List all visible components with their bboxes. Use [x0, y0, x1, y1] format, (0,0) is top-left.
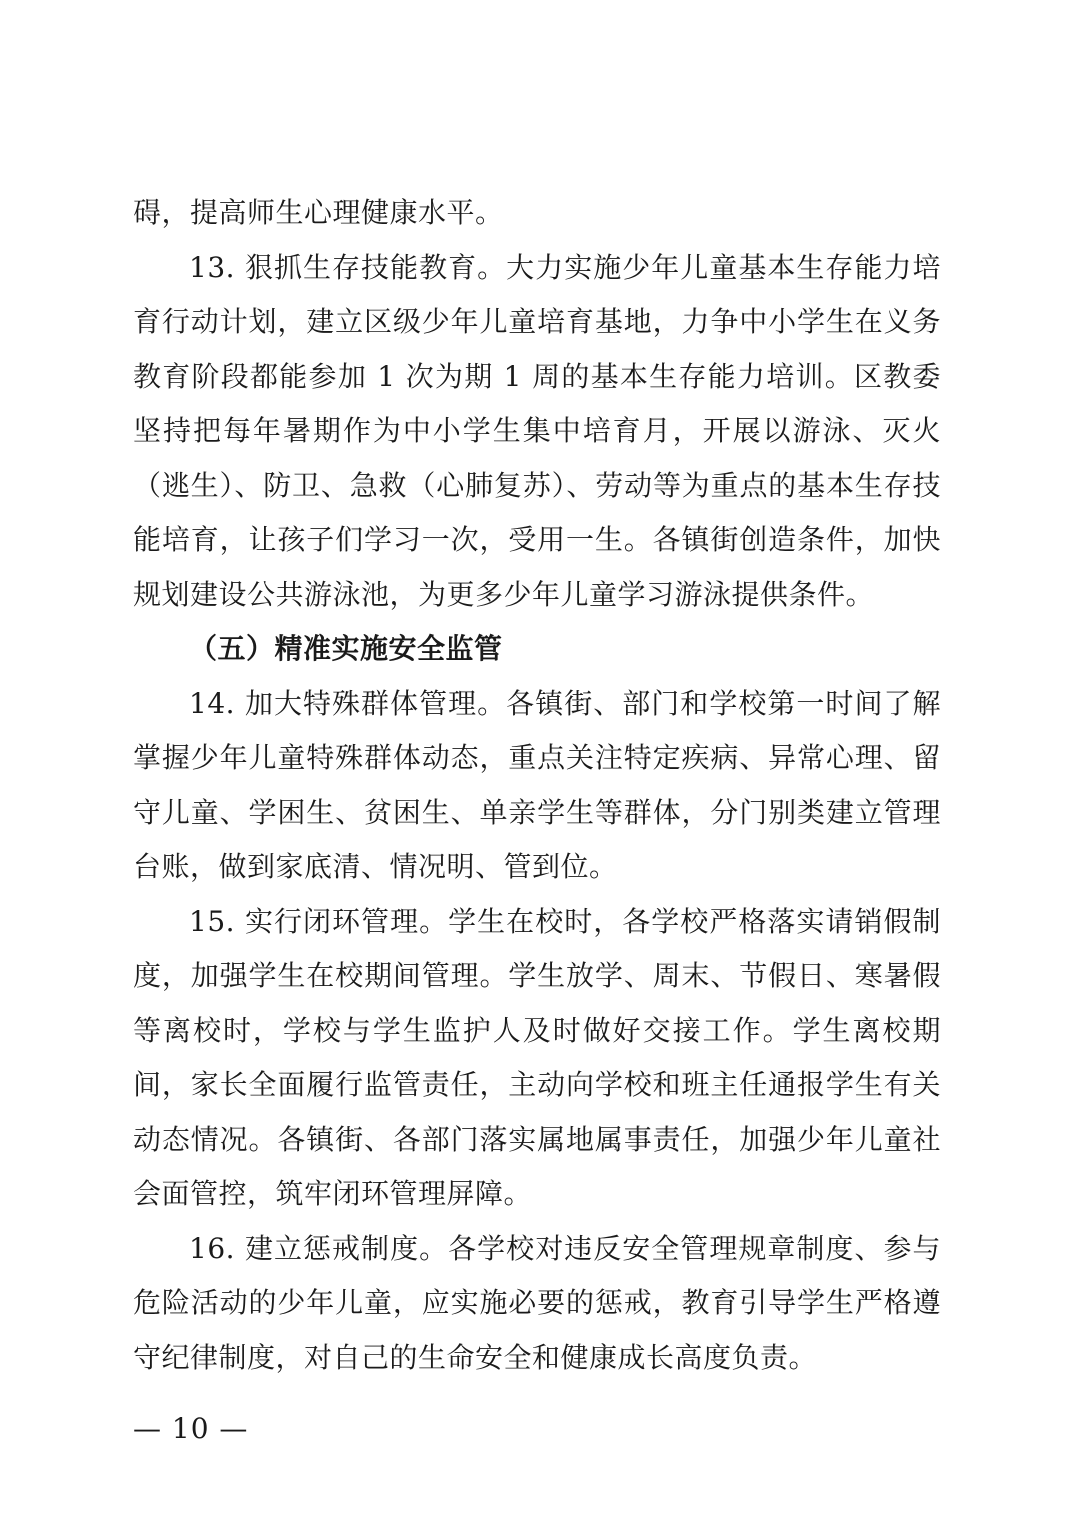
- paragraph-item-16: 16. 建立惩戒制度。各学校对违反安全管理规章制度、参与危险活动的少年儿童，应实施必要的惩戒，教育引导学生严格遵守纪律制度，对自己的生命安全和健康成长高度负责。: [133, 1231, 941, 1374]
- paragraph-item-15: 15. 实行闭环管理。学生在校时，各学校严格落实请销假制度，加强学生在校期间管理。学生放学、周末、节假日、寒暑假等离校时，学校与学生监护人及时做好交接工作。学生离校期间，家长全面履行监管责任，主动向学校和班主任通报学生有关动态情况。各镇街、各部门落实属地属事责任，加强少年儿童社会面管控，筑牢闭环管理屏障。: [133, 904, 941, 1210]
- paragraph-continued: 碍，提高师生心理健康水平。: [133, 196, 504, 229]
- paragraph-item-13: 13. 狠抓生存技能教育。大力实施少年儿童基本生存能力培育行动计划，建立区级少年儿童培育基地，力争中小学生在义务教育阶段都能参加 1 次为期 1 周的基本生存能力培训。区教委坚持把每年暑期作为中小学生集中培育月，开展以游泳、灭火（逃生）、防卫、急救（心肺复苏）、劳动等为重点的基本生存技能培育，让孩子们学习一次，受用一生。各镇街创造条件，加快规划建设公共游泳池，为更多少年儿童学习游泳提供条件。: [133, 250, 941, 611]
- document-body: [133, 186, 941, 1385]
- paragraph-item-14: 14. 加大特殊群体管理。各镇街、部门和学校第一时间了解掌握少年儿童特殊群体动态，重点关注特定疾病、异常心理、留守儿童、学困生、贫困生、单亲学生等群体，分门别类建立管理台账，做到家底清、情况明、管到位。: [133, 686, 941, 883]
- page-number: — 10 —: [133, 1412, 249, 1445]
- section-heading-5: （五）精准实施安全监管: [189, 632, 503, 665]
